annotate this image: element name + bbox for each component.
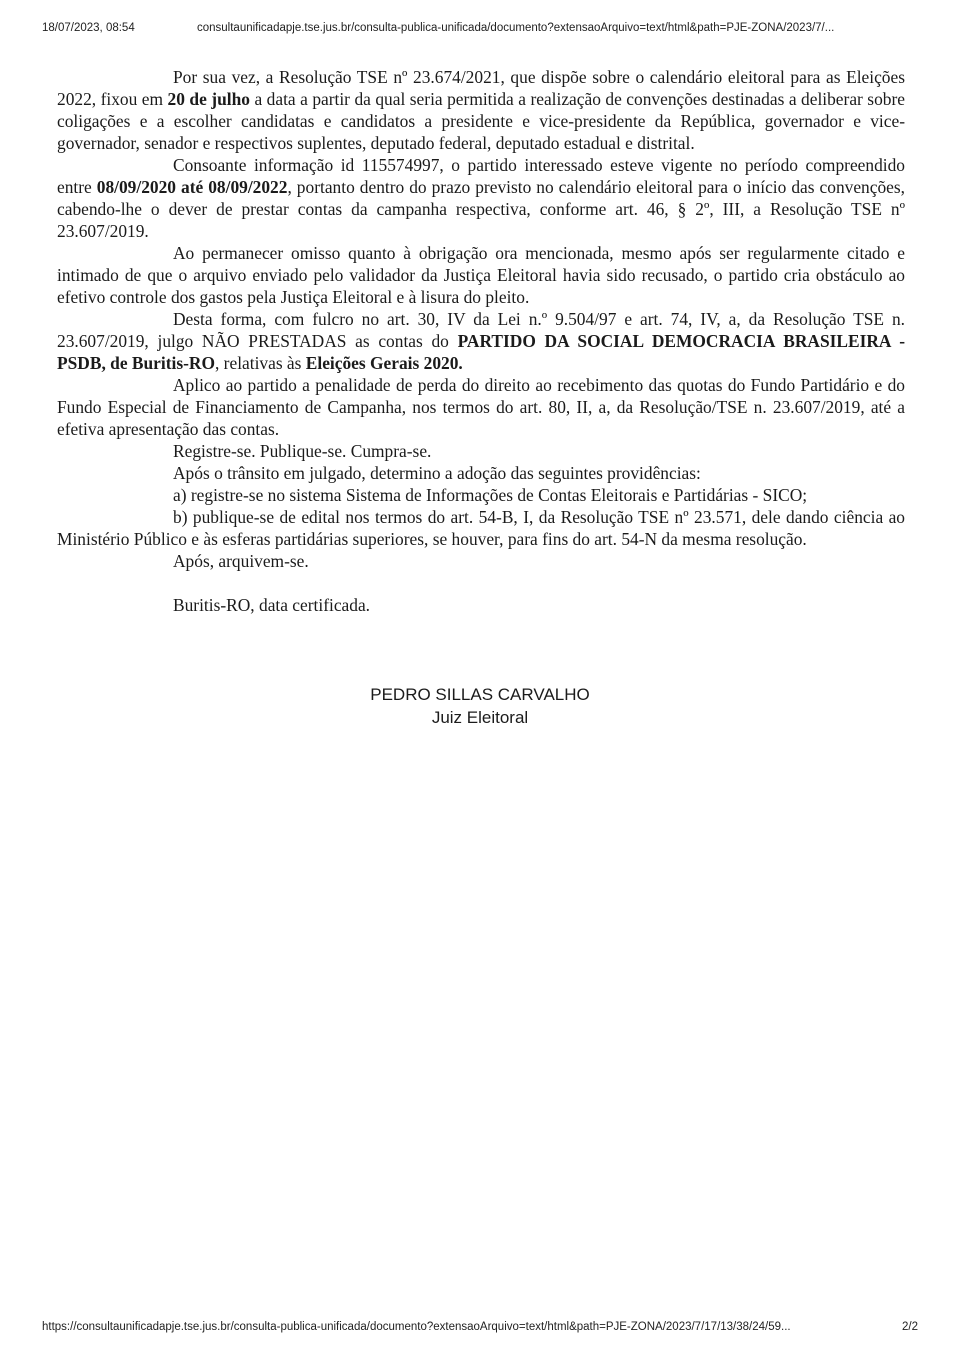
signature-block <box>0 683 960 729</box>
paragraph-ruling: Desta forma, com fulcro no art. 30, IV da Lei n.º 9.504/97 e art. 74, IV, a, da Resolução TSE n. 23.607/2019, julgo NÃO PRESTADAS as contas do PARTIDO DA SOCIAL DEMOCRACIA BRASILEIRA - PSDB, de Buritis-RO, relativas às Eleições Gerais 2020. <box>57 309 906 373</box>
signer-role: Juiz Eleitoral <box>431 708 529 727</box>
paragraph-party-validity: Consoante informação id 115574997, o partido interessado esteve vigente no período compreendido entre 08/09/2020 até 08/09/2022, portanto dentro do prazo previsto no calendário eleitoral para o início das convenções, cabendo-lhe o dever de prestar contas da campanha respectiva, conforme art. 46, § 2º, III, a Resolução TSE nº 23.607/2019. <box>57 155 905 241</box>
document-body <box>57 66 905 616</box>
paragraph-item-a: a) registre-se no sistema Sistema de Informações de Contas Eleitorais e Partidárias - SICO; <box>173 485 808 505</box>
paragraph-after-judgment: Após o trânsito em julgado, determino a adoção das seguintes providências: <box>173 463 701 483</box>
paragraph-item-b: b) publique-se de edital nos termos do art. 54-B, I, da Resolução TSE nº 23.571, dele dando ciência ao Ministério Público e às esferas partidárias superiores, se houver, para fins do art. 54-N da mesma resolução. <box>57 507 905 549</box>
print-footer <box>42 1321 918 1333</box>
print-header-url: consultaunificadapje.tse.jus.br/consulta-publica-unificada/documento?extensaoArquivo=text/html&path=PJE-ZONA/2023/7/... <box>197 22 835 34</box>
paragraph-registre: Registre-se. Publique-se. Cumpra-se. <box>173 441 432 461</box>
paragraph-place-date: Buritis-RO, data certificada. <box>173 595 371 615</box>
paragraph-archive: Após, arquivem-se. <box>173 551 309 571</box>
paragraph-penalty: Aplico ao partido a penalidade de perda do direito ao recebimento das quotas do Fundo Partidário e do Fundo Especial de Financiamento de Campanha, nos termos do art. 80, II, a, da Resolução/TSE n. 23.607/2019, até a efetiva apresentação das contas. <box>57 375 905 439</box>
signer-name: PEDRO SILLAS CARVALHO <box>370 685 590 704</box>
print-footer-url: https://consultaunificadapje.tse.jus.br/consulta-publica-unificada/documento?extensaoArquivo=text/html&path=PJE-ZONA/2023/7/17/13/38/24/59... <box>42 1321 791 1333</box>
paragraph-calendar: Por sua vez, a Resolução TSE nº 23.674/2021, que dispõe sobre o calendário eleitoral para as Eleições 2022, fixou em 20 de julho a data a partir da qual seria permitida a realização de convenções destinadas a deliberar sobre coligações e a escolher candidatas e candidatos a presidente e vice-presidente da República, governador e vice-governador, senador e respectivos suplentes, deputado federal, deputado estadual e distrital. <box>57 67 905 153</box>
print-datetime: 18/07/2023, 08:54 <box>42 22 135 34</box>
page-number: 2/2 <box>902 1321 918 1333</box>
paragraph-omission: Ao permanecer omisso quanto à obrigação ora mencionada, mesmo após ser regularmente citado e intimado de que o arquivo enviado pelo validador da Justiça Eleitoral havia sido recusado, o partido cria obstáculo ao efetivo controle dos gastos pela Justiça Eleitoral e à lisura do pleito. <box>57 243 905 307</box>
